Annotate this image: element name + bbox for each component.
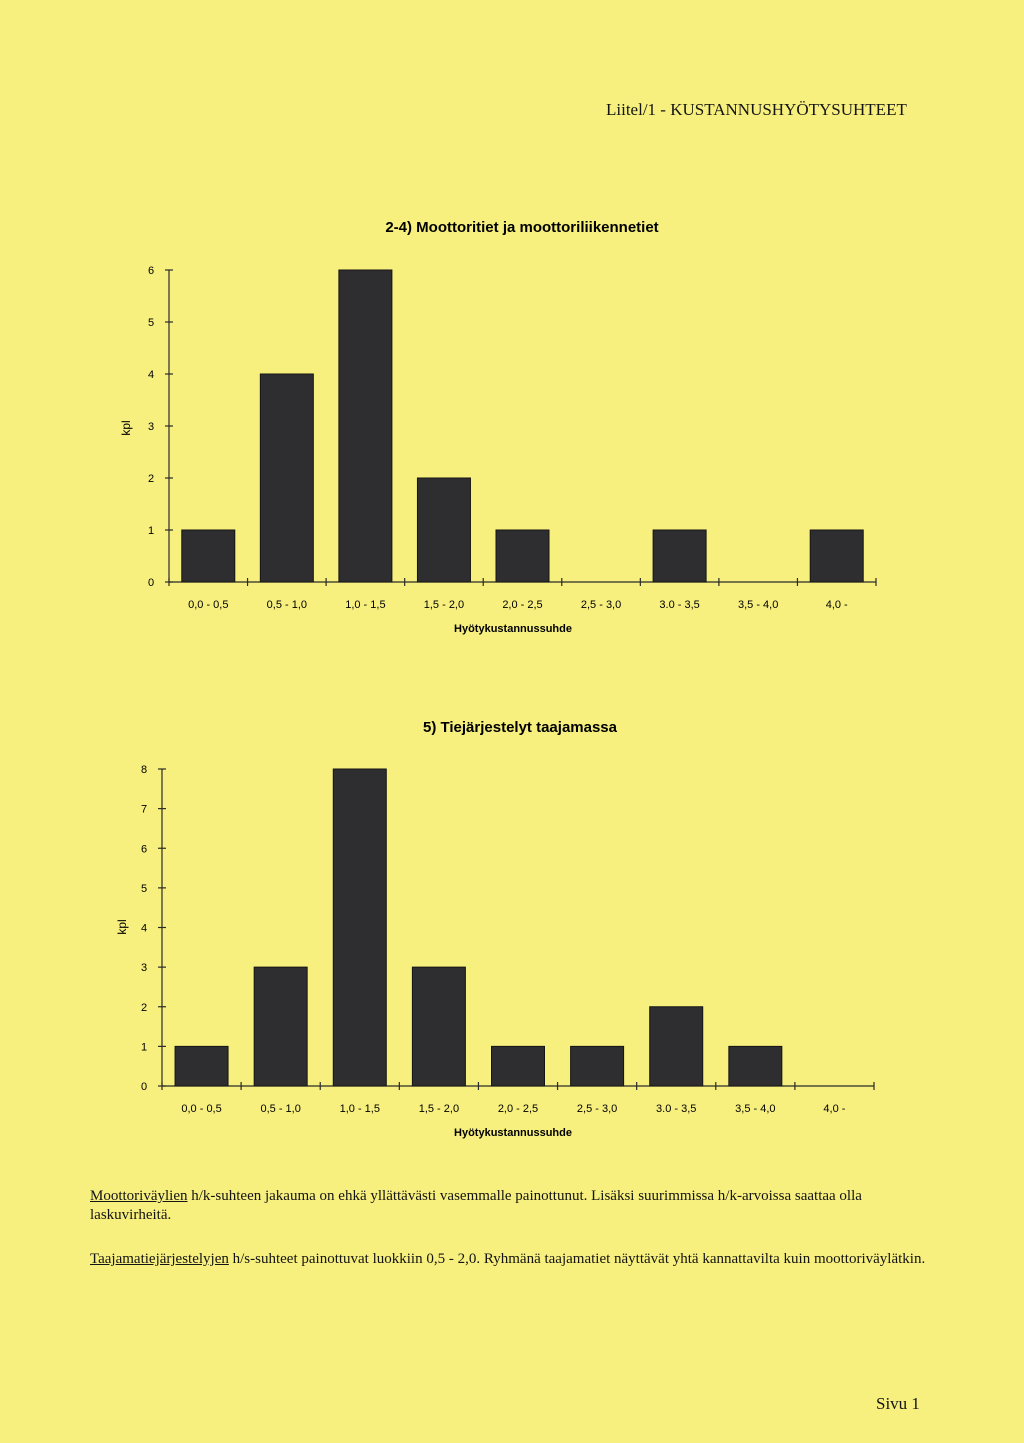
x-tick-label: 2,0 - 2,5 — [497, 1103, 539, 1115]
x-axis-label: Hyötykustannussuhde — [454, 623, 572, 635]
x-tick-label: 3,5 - 4,0 — [737, 599, 779, 611]
x-tick-label: 4,0 - — [823, 1103, 846, 1115]
y-tick-label: 6 — [147, 265, 155, 277]
y-tick-label: 2 — [147, 473, 155, 485]
x-tick-label: 1,0 - 1,5 — [339, 1103, 380, 1115]
paragraph-text: h/k-suhteen jakauma on ehkä yllättävästi vasemmalle painottunut. Lisäksi suurimmissa h/k-arvoissa saattaa olla laskuvirheitä. — [90, 1188, 862, 1223]
y-tick-label: 1 — [140, 1041, 148, 1054]
paragraph-text: h/s-suhteet painottuvat luokkiin 0,5 - 2,0. Ryhmänä taajamatiet näyttävät yhtä kannattavilta kuin moottoriväylätkin. — [228, 1251, 926, 1267]
x-tick-label: 3,5 - 4,0 — [735, 1103, 776, 1115]
paragraph-lead: Moottoriväylien — [90, 1188, 188, 1204]
bar — [339, 270, 392, 582]
y-tick-label: 4 — [140, 922, 148, 935]
bar — [729, 1046, 782, 1086]
paragraph-moottorivaylat — [90, 1187, 930, 1225]
x-tick-label: 3.0 - 3,5 — [659, 599, 700, 611]
paragraph-lead: Taajamatiejärjestelyjen — [90, 1251, 229, 1267]
y-tick-label: 6 — [140, 843, 148, 856]
bar — [496, 530, 549, 582]
y-tick-label: 1 — [147, 525, 155, 537]
chart-title: 5) Tiejärjestelyt taajamassa — [422, 719, 618, 736]
x-tick-label: 1,5 - 2,0 — [423, 599, 465, 611]
y-tick-label: 0 — [140, 1081, 148, 1093]
bar — [182, 530, 235, 582]
x-tick-label: 0,5 - 1,0 — [260, 1103, 301, 1115]
y-tick-label: 3 — [140, 962, 148, 975]
x-tick-label: 3.0 - 3,5 — [656, 1103, 697, 1115]
x-axis-label: Hyötykustannussuhde — [454, 1127, 572, 1139]
y-axis-label: kpl — [119, 420, 133, 436]
x-tick-label: 0,0 - 0,5 — [181, 1103, 222, 1115]
page-header: Liitel/1 - KUSTANNUSHYÖTYSUHTEET — [606, 100, 907, 119]
bar — [412, 967, 465, 1086]
x-tick-label: 1,5 - 2,0 — [418, 1103, 460, 1115]
x-tick-label: 0,5 - 1,0 — [266, 599, 308, 611]
y-tick-label: 2 — [140, 1001, 148, 1014]
bar — [492, 1046, 545, 1086]
bar — [333, 769, 386, 1086]
x-tick-label: 2,5 - 3,0 — [576, 1103, 618, 1115]
y-tick-label: 3 — [147, 421, 155, 433]
x-tick-label: 4,0 - — [825, 599, 848, 611]
x-tick-label: 0,0 - 0,5 — [188, 599, 229, 611]
bar — [254, 967, 307, 1086]
paragraph-taajamat — [90, 1250, 930, 1269]
y-axis-label: kpl — [115, 919, 129, 935]
y-tick-label: 8 — [140, 764, 148, 776]
x-tick-label: 2,0 - 2,5 — [502, 599, 543, 611]
y-tick-label: 0 — [147, 577, 155, 589]
y-tick-label: 4 — [147, 369, 155, 381]
y-tick-label: 7 — [140, 803, 148, 816]
chart-title: 2-4) Moottoritiet ja moottoriliikennetiet — [385, 219, 659, 236]
bar — [650, 1007, 703, 1086]
y-tick-label: 5 — [140, 882, 148, 895]
chart-moottoritiet — [0, 200, 1024, 660]
y-tick-label: 5 — [147, 317, 155, 329]
x-tick-label: 2,5 - 3,0 — [580, 599, 622, 611]
bar — [653, 530, 706, 582]
page-number: Sivu 1 — [876, 1394, 920, 1413]
bar — [571, 1046, 624, 1086]
x-tick-label: 1,0 - 1,5 — [345, 599, 386, 611]
bar — [175, 1046, 228, 1086]
chart-taajama — [0, 705, 1024, 1165]
bar — [417, 478, 470, 582]
bar — [260, 374, 313, 582]
bar — [810, 530, 863, 582]
